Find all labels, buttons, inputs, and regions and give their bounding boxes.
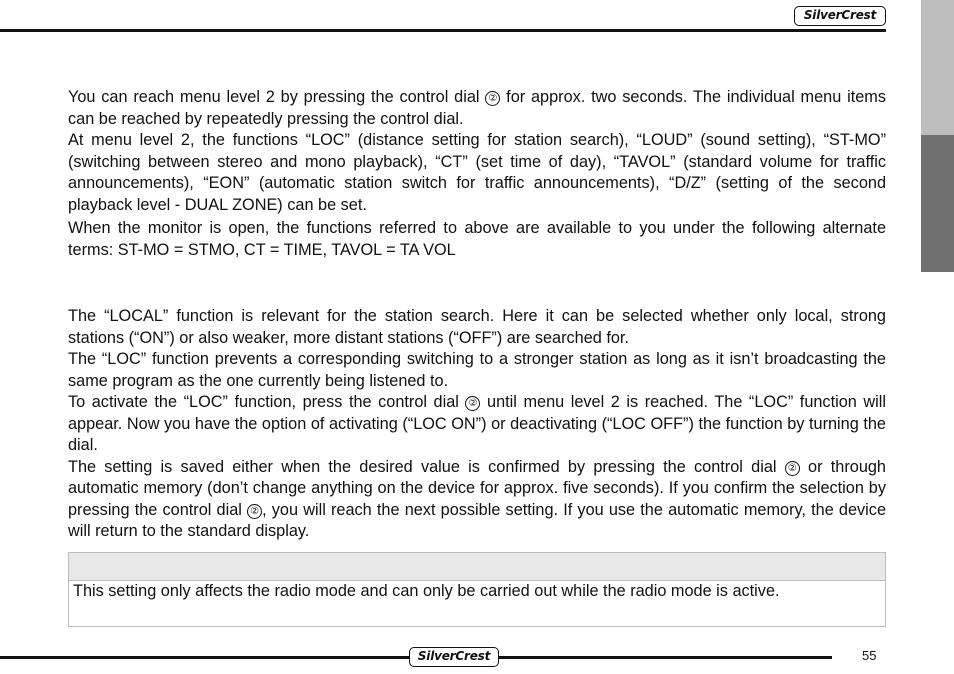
paragraph-local: The “LOCAL” function is relevant for the station search. Here it can be selected whether only local, strong stations (“ON”) or also weaker, more distant stations (“OFF”) are searched for. [68, 307, 886, 347]
control-dial-icon: ② [785, 461, 800, 476]
note-box [68, 552, 886, 627]
header-rule [0, 29, 886, 32]
paragraph-activate [68, 392, 886, 457]
edge-tab-dark [921, 135, 954, 272]
silvercrest-logo-header: SilverCrest [794, 6, 886, 26]
page-body [68, 87, 886, 543]
page-number: 55 [862, 648, 877, 663]
control-dial-icon: ② [465, 396, 480, 411]
silvercrest-logo-footer: SilverCrest [409, 647, 499, 667]
text-span: , you will reach the next possible setting. If you use the automatic memory, the device will return to the standard display. [68, 500, 886, 540]
note-text: This setting only affects the radio mode and can only be carried out while the radio mode is active. [73, 582, 780, 600]
control-dial-icon: ② [247, 504, 262, 519]
note-header [69, 553, 885, 581]
paragraph-loc: The “LOC” function prevents a corresponding switching to a stronger station as long as it isn’t broadcasting the same program as the one currently being listened to. [68, 350, 886, 390]
paragraph-setting-saved [68, 457, 886, 543]
text-span: To activate the “LOC” function, press the control dial [68, 393, 459, 411]
paragraph-menu-level [68, 87, 886, 130]
edge-tab-light [921, 0, 954, 135]
control-dial-icon: ② [485, 91, 500, 106]
text-span: The setting is saved either when the desired value is confirmed by pressing the control dial [68, 457, 777, 476]
text-span: until menu level 2 is reached. The “LOC” function will appear. Now you have the option of activating (“LOC ON”) or deactivating (“LOC OFF”) the function by turning the dial. [68, 393, 886, 454]
paragraph-alternate-terms: When the monitor is open, the functions referred to above are available to you under the following alternate terms: ST-MO = STMO, CT = TIME, TAVOL = TA VOL [68, 219, 886, 259]
text-span: for approx. two seconds. The individual menu items can be reached by repeatedly pressing the control dial. [68, 88, 886, 128]
text-span: You can reach menu level 2 by pressing the control dial [68, 88, 480, 106]
text-span: or through automatic memory (don’t change anything on the device for approx. five seconds). If you confirm the selection by pressing the control dial [68, 457, 886, 519]
paragraph-functions: At menu level 2, the functions “LOC” (distance setting for station search), “LOUD” (sound setting), “ST-MO” (switching between stereo and mono playback), “CT” (set time of day), “TAVOL” (standard volume for traffic announcements), “EON” (automatic station switch for traffic announcements), “D/Z” (setting of the second playback level - DUAL ZONE) can be set. [68, 131, 886, 214]
